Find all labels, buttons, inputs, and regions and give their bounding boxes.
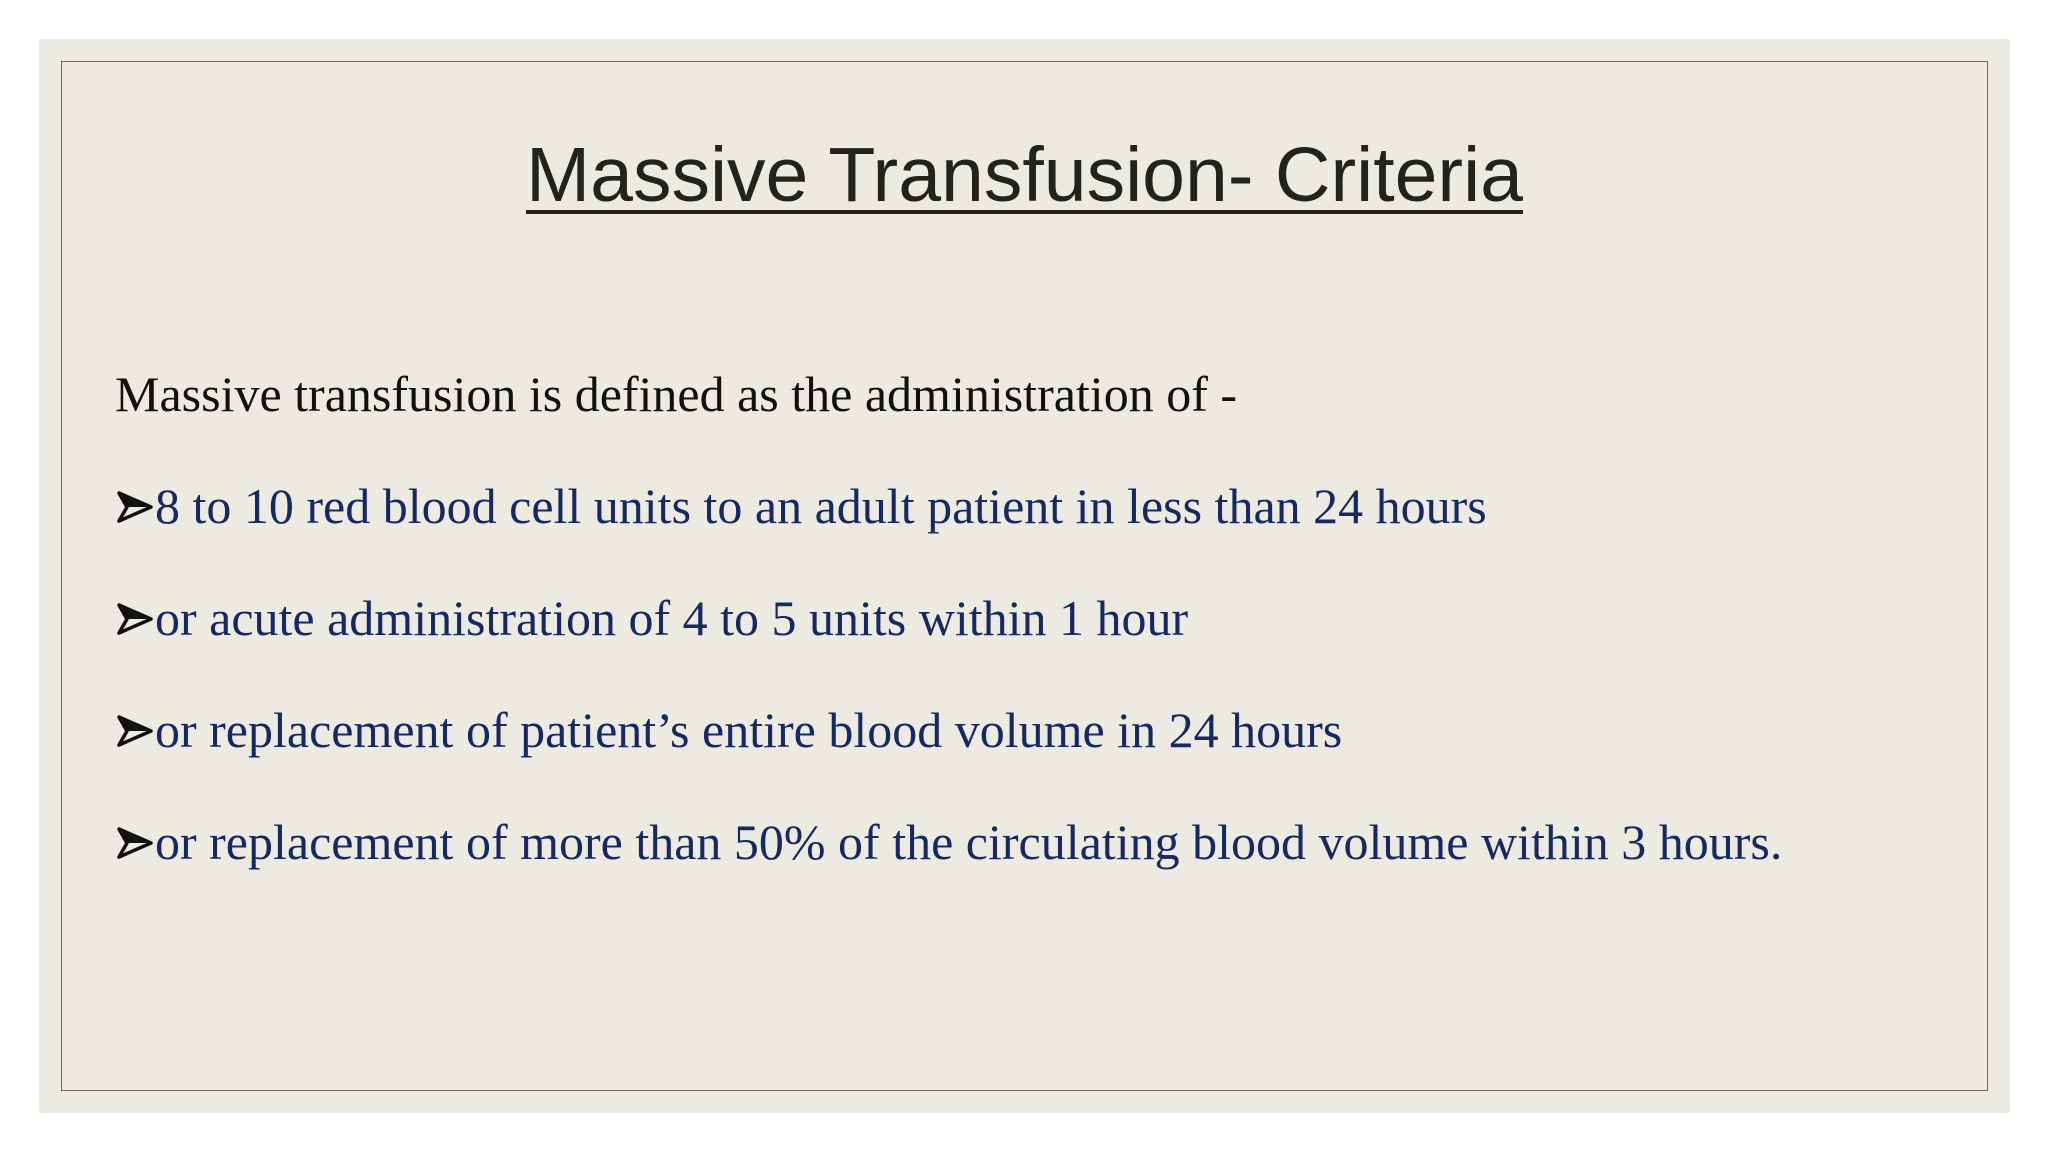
- list-item: [115, 590, 1782, 705]
- arrowhead-bullet-icon: [115, 823, 155, 863]
- intro-text: Massive transfusion is defined as the administration of -: [115, 366, 1237, 422]
- arrowhead-bullet-icon: [115, 711, 155, 751]
- list-item-text: or replacement of more than 50% of the circulating blood volume within 3 hours.: [155, 814, 1783, 870]
- list-item: [115, 702, 1782, 817]
- list-item-text: or replacement of patient’s entire blood volume in 24 hours: [155, 702, 1343, 758]
- list-item-text: or acute administration of 4 to 5 units within 1 hour: [155, 590, 1189, 646]
- slide: [39, 39, 2010, 1113]
- list-item-text: 8 to 10 red blood cell units to an adult patient in less than 24 hours: [155, 478, 1487, 534]
- arrowhead-bullet-icon: [115, 599, 155, 639]
- list-item: [115, 814, 1783, 929]
- title-text: Massive Transfusion- Criteria: [525, 132, 1523, 218]
- arrowhead-bullet-icon: [115, 487, 155, 527]
- list-item: [115, 478, 1782, 593]
- slide-title: [39, 132, 2010, 218]
- criteria-list: [115, 478, 1783, 929]
